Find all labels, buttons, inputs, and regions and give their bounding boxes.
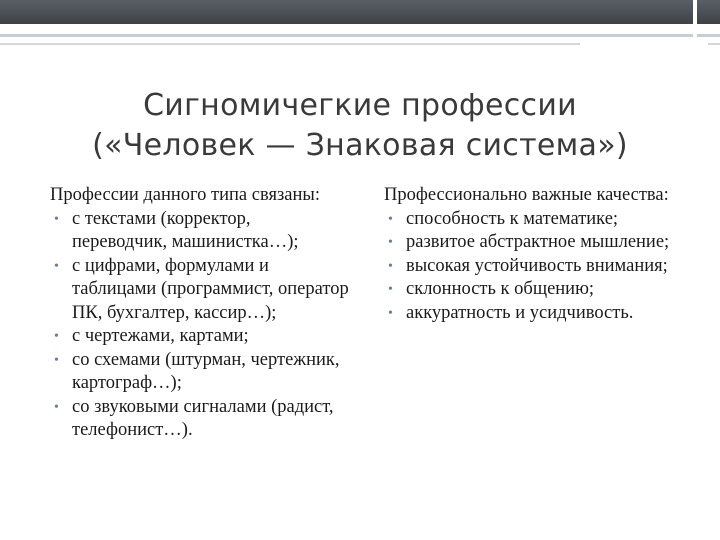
list-item bbox=[384, 302, 704, 326]
right-column bbox=[384, 184, 704, 325]
bullet-icon: • bbox=[388, 211, 393, 227]
header-line-right-thin bbox=[708, 43, 720, 45]
header-line-left-thin bbox=[0, 43, 580, 45]
slide-title-line-1: Сигномичегкие профессии bbox=[143, 88, 577, 123]
list-item-text: высокая устойчивость внимания; bbox=[406, 255, 668, 276]
list-item bbox=[384, 231, 704, 255]
header-bar-left bbox=[0, 0, 693, 24]
bullet-icon: • bbox=[388, 305, 393, 321]
list-item-text: со схемами (штурман, чертежник, картограф…); bbox=[72, 349, 340, 393]
bullet-icon: • bbox=[54, 399, 59, 415]
list-item-text: способность к математике; bbox=[406, 208, 619, 229]
slide-title-line-2: («Человек — Знаковая система») bbox=[92, 128, 628, 163]
left-lead-text: Профессии данного типа связаны: bbox=[50, 185, 320, 205]
bullet-icon: • bbox=[388, 258, 393, 274]
bullet-icon: • bbox=[54, 211, 59, 227]
list-item-text: склонность к общению; bbox=[406, 279, 595, 299]
bullet-icon: • bbox=[388, 235, 393, 250]
list-item bbox=[50, 396, 350, 443]
list-item-text: аккуратность и усидчивость. bbox=[406, 302, 634, 323]
list-item bbox=[50, 255, 350, 326]
slide-title bbox=[0, 86, 720, 166]
list-item bbox=[50, 325, 350, 349]
list-item bbox=[384, 208, 704, 232]
bullet-icon: • bbox=[54, 258, 59, 274]
list-item bbox=[50, 208, 350, 255]
bullet-icon: • bbox=[54, 352, 59, 368]
list-item-text: развитое абстрактное мышление; bbox=[406, 232, 670, 252]
bullet-icon: • bbox=[54, 329, 59, 344]
header-bar-right bbox=[697, 0, 720, 24]
bullet-icon: • bbox=[388, 282, 393, 297]
left-column bbox=[50, 184, 350, 443]
header-line-right bbox=[697, 34, 720, 37]
list-item bbox=[384, 278, 704, 302]
list-item-text: с текстами (корректор, переводчик, машинистка…); bbox=[72, 208, 299, 252]
list-item bbox=[50, 349, 350, 396]
right-bullet-list bbox=[384, 208, 704, 326]
list-item-text: с чертежами, картами; bbox=[72, 326, 249, 346]
left-bullet-list bbox=[50, 208, 350, 443]
right-lead-text: Профессионально важные качества: bbox=[384, 185, 669, 205]
header-line-left bbox=[0, 34, 693, 37]
list-item-text: со звуковыми сигналами (радист, телефонист…). bbox=[72, 396, 334, 440]
list-item bbox=[384, 255, 704, 279]
list-item-text: с цифрами, формулами и таблицами (программист, оператор ПК, бухгалтер, кассир…); bbox=[72, 255, 349, 323]
